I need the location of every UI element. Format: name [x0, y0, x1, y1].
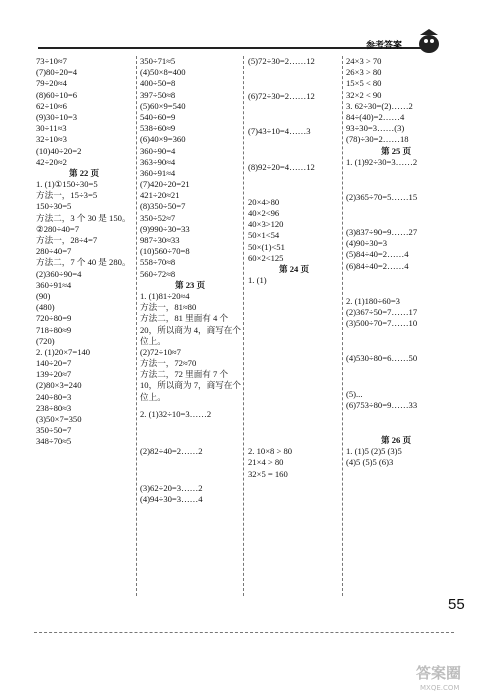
section-heading: 第 24 页	[278, 263, 310, 274]
answer-line: 2. (1)180÷60=3	[346, 295, 400, 306]
answer-line: 60×2<125	[248, 252, 284, 263]
answer-line: 位上。	[140, 335, 166, 346]
answer-line: (2)365÷70=5……15	[346, 191, 418, 202]
answer-line: 20×4>80	[248, 196, 280, 207]
answer-line: (90)	[36, 290, 51, 301]
answer-line: 350÷71≈5	[140, 56, 176, 66]
answer-line: 150÷30=5	[36, 201, 72, 212]
answer-line: 363÷90≈4	[140, 156, 176, 167]
answer-line: (5)84÷40=2……4	[346, 249, 409, 260]
answer-line: (10)560÷70=8	[140, 246, 190, 257]
header-title: 参考答案	[366, 41, 403, 51]
answer-line: (4)90÷30=3	[346, 238, 388, 249]
answer-line: 718÷80≈9	[36, 324, 72, 335]
answer-line: (5)60×9=540	[140, 100, 186, 111]
answer-line: 32×2 < 90	[346, 89, 382, 100]
answer-line: 360÷90=4	[140, 145, 176, 156]
answer-line: (480)	[36, 302, 55, 313]
answer-line: 20，所以商为 4，商写在个	[140, 324, 241, 335]
header-rule	[38, 47, 422, 49]
section-heading: 第 25 页	[380, 145, 412, 156]
answer-column-1	[36, 56, 132, 448]
answer-line: (7)420÷20=21	[140, 179, 190, 190]
section-heading: 第 22 页	[68, 167, 100, 178]
answer-line: 240÷80=3	[36, 391, 72, 402]
answer-line: 84÷(40)=2……4	[346, 111, 405, 122]
answer-line: (2)80×3=240	[36, 380, 82, 391]
answer-line: 1. (1)	[248, 275, 267, 286]
answer-line: 720÷80=9	[36, 313, 72, 324]
answer-line: 26×3 > 80	[346, 67, 382, 78]
answer-line: 50×(1)<51	[248, 241, 285, 252]
section-heading: 第 26 页	[380, 434, 412, 445]
answer-line: (78)÷30=2……18	[346, 134, 409, 145]
answer-line: (8)92÷20=4……12	[248, 161, 315, 172]
answer-line: (4)94÷30=3……4	[140, 494, 203, 505]
answer-line: (4)50×8=400	[140, 67, 186, 78]
answer-line: (3)837÷90=9……27	[346, 227, 418, 238]
answer-line: 10，所以商为 7，商写在个	[140, 380, 241, 391]
answer-line: 方法一，28÷4=7	[36, 235, 98, 245]
column-separator	[243, 56, 244, 596]
answer-line: 987÷30≈33	[140, 235, 180, 245]
section-heading: 第 23 页	[174, 279, 206, 290]
answer-line: (3)50×7=350	[36, 414, 82, 424]
answer-line: 397÷50≈8	[140, 89, 176, 100]
answer-line: (7)43÷10=4……3	[248, 126, 311, 137]
answer-line: 40×2<96	[248, 207, 280, 218]
answer-line: 2. (1)20×7=140	[36, 346, 91, 357]
answer-line: (8)350÷50=7	[140, 201, 186, 212]
answer-line: 140÷20=7	[36, 358, 72, 369]
answer-line: 560÷72≈8	[140, 268, 176, 279]
answer-line: 32÷10≈3	[36, 134, 67, 145]
answer-line: 421÷20≈21	[140, 190, 180, 201]
answer-line: 方法一，81≈80	[140, 302, 197, 313]
watermark-logo: 答案圈	[416, 664, 462, 682]
answer-line: (7)80÷20=4	[36, 67, 78, 78]
answer-line: 15×5 < 80	[346, 78, 382, 89]
answer-line: 50×1<54	[248, 230, 280, 241]
answer-line: 538÷60≈9	[140, 123, 176, 134]
answer-line: ②280÷40=7	[36, 223, 80, 234]
answer-line: 558÷70≈8	[140, 257, 176, 268]
answer-line: (6)40×9=360	[140, 134, 186, 145]
answer-line: (3)500÷70=7……10	[346, 318, 418, 329]
answer-column-4	[346, 56, 446, 469]
answer-line: (720)	[36, 335, 55, 346]
answer-line: (6)753÷80=9……33	[346, 399, 418, 410]
column-separator	[342, 56, 343, 596]
answer-line: 400÷50=8	[140, 78, 176, 89]
answer-line: 79÷20≈4	[36, 78, 67, 89]
answer-line: (8)60÷10=6	[36, 89, 78, 100]
answer-line: 方法二，81 里面有 4 个	[140, 313, 229, 324]
answer-line: 348÷70≈5	[36, 436, 72, 447]
answer-line: 540÷60=9	[140, 111, 176, 122]
answer-line: 2. (1)32÷10=3……2	[140, 408, 212, 419]
answer-line: (2)360÷90=4	[36, 268, 82, 279]
answer-line: (6)72÷30=2……12	[248, 91, 315, 102]
answer-column-3	[248, 56, 340, 480]
answer-line: 1. (1)5 (2)5 (3)5	[346, 446, 402, 457]
answer-line: 位上。	[140, 391, 166, 402]
answer-line: (10)40÷20=2	[36, 145, 82, 156]
answer-line: (4)530÷80=6……50	[346, 353, 418, 364]
answer-line: 方法二，72 里面有 7 个	[140, 369, 229, 380]
answer-line: (2)367÷50=7……17	[346, 307, 418, 317]
answer-line: (4)5 (5)5 (6)3	[346, 457, 394, 468]
answer-line: 21×4 > 80	[248, 457, 284, 468]
answer-line: 1. (1)①150÷30=5	[36, 179, 98, 190]
answer-line: 350÷52≈7	[140, 212, 176, 223]
answer-line: (9)30÷10=3	[36, 111, 78, 122]
answer-line: 280÷40=7	[36, 246, 72, 257]
answer-line: 24×3 > 70	[346, 56, 382, 66]
answer-line: 238÷80≈3	[36, 402, 72, 413]
answer-line: 73÷10≈7	[36, 56, 67, 66]
answer-line: 1. (1)81÷20≈4	[140, 290, 190, 301]
answer-line: 32×5 = 160	[248, 468, 288, 479]
footer-rule	[34, 632, 454, 633]
answer-line: 方法一，72≈70	[140, 358, 197, 369]
answer-line: 139÷20≈7	[36, 369, 72, 380]
page-number: 55	[448, 596, 465, 613]
answer-line: 方法二，3 个 30 是 150。	[36, 212, 131, 223]
answer-line: (5)72÷30=2……12	[248, 56, 315, 66]
answer-line: 1. (1)92÷30=3……2	[346, 156, 418, 167]
column-separator	[136, 56, 137, 596]
answer-column-2	[140, 56, 240, 506]
answer-line: 93÷30=3……(3)	[346, 123, 405, 134]
answer-line: 3. 62÷30=(2)……2	[346, 100, 413, 111]
answer-line: 360÷91≈4	[140, 167, 176, 178]
answer-line: 62÷10≈6	[36, 100, 67, 111]
answer-line: (5)...	[346, 388, 363, 399]
answer-line: (2)72÷10≈7	[140, 346, 181, 357]
answer-line: (6)84÷40=2……4	[346, 260, 409, 271]
answer-line: 360÷91≈4	[36, 279, 72, 290]
answer-line: (3)62÷20=3……2	[140, 483, 203, 494]
answer-line: 30÷11≈3	[36, 123, 67, 134]
answer-line: 42÷20≈2	[36, 156, 67, 167]
mascot-icon	[412, 26, 446, 56]
answer-line: 40×3>120	[248, 219, 284, 230]
answer-line: 2. 10×8 > 80	[248, 446, 293, 457]
watermark-url: MXQE.COM	[420, 684, 460, 692]
answer-line: 方法一，15÷3=5	[36, 190, 98, 201]
answer-line: (9)990÷30=33	[140, 223, 190, 234]
answer-line: (2)82÷40=2……2	[140, 446, 203, 456]
answer-line: 350÷50=7	[36, 425, 72, 436]
answer-line: 方法二，7 个 40 是 280。	[36, 257, 131, 268]
